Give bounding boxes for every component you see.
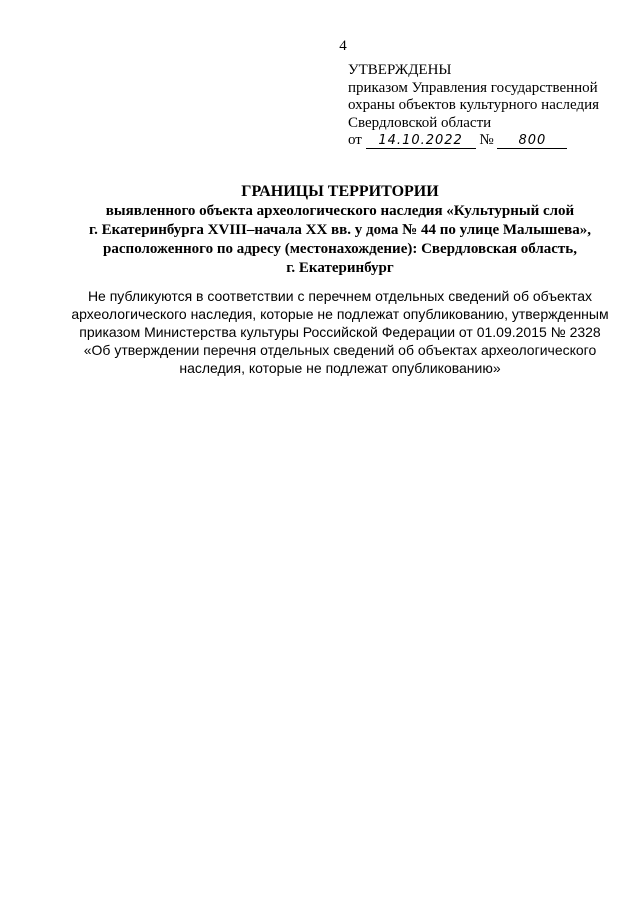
notice-line: приказом Министерства культуры Российской Федерации от 01.09.2015 № 2328 xyxy=(79,324,601,340)
notice-line: Не публикуются в соответствии с перечнем отдельных сведений об объектах xyxy=(87,288,593,304)
document-title xyxy=(40,182,640,278)
approval-line: Свердловской области xyxy=(348,114,492,131)
approval-title: УТВЕРЖДЕНЫ xyxy=(348,62,452,78)
notice-line: «Об утверждении перечня отдельных сведений об объектах археологического xyxy=(83,342,597,358)
handwritten-date: 14.10.2022 xyxy=(366,133,476,149)
title-line: г. Екатеринбурга XVIII–начала XX вв. у дома № 44 по улице Малышева», xyxy=(89,222,591,238)
number-label: № xyxy=(479,132,494,148)
notice-line: наследия, которые не подлежат опубликованию» xyxy=(179,360,501,376)
from-label: от xyxy=(348,132,362,148)
approval-block xyxy=(348,62,628,150)
approval-date-number-row xyxy=(348,132,628,150)
title-heading: ГРАНИЦЫ ТЕРРИТОРИИ xyxy=(241,183,439,200)
title-line: г. Екатеринбург xyxy=(286,260,394,276)
approval-line: приказом Управления государственной xyxy=(348,79,598,96)
notice-line: археологического наследия, которые не подлежат опубликованию, утвержденным xyxy=(71,306,609,322)
approval-line: охраны объектов культурного наследия xyxy=(348,97,600,113)
page-number: 4 xyxy=(339,38,347,54)
title-line: расположенного по адресу (местонахождение): Свердловская область, xyxy=(103,241,577,257)
handwritten-number: 800 xyxy=(497,133,567,149)
notice-paragraph xyxy=(40,287,640,377)
title-line: выявленного объекта археологического наследия «Культурный слой xyxy=(105,203,575,219)
